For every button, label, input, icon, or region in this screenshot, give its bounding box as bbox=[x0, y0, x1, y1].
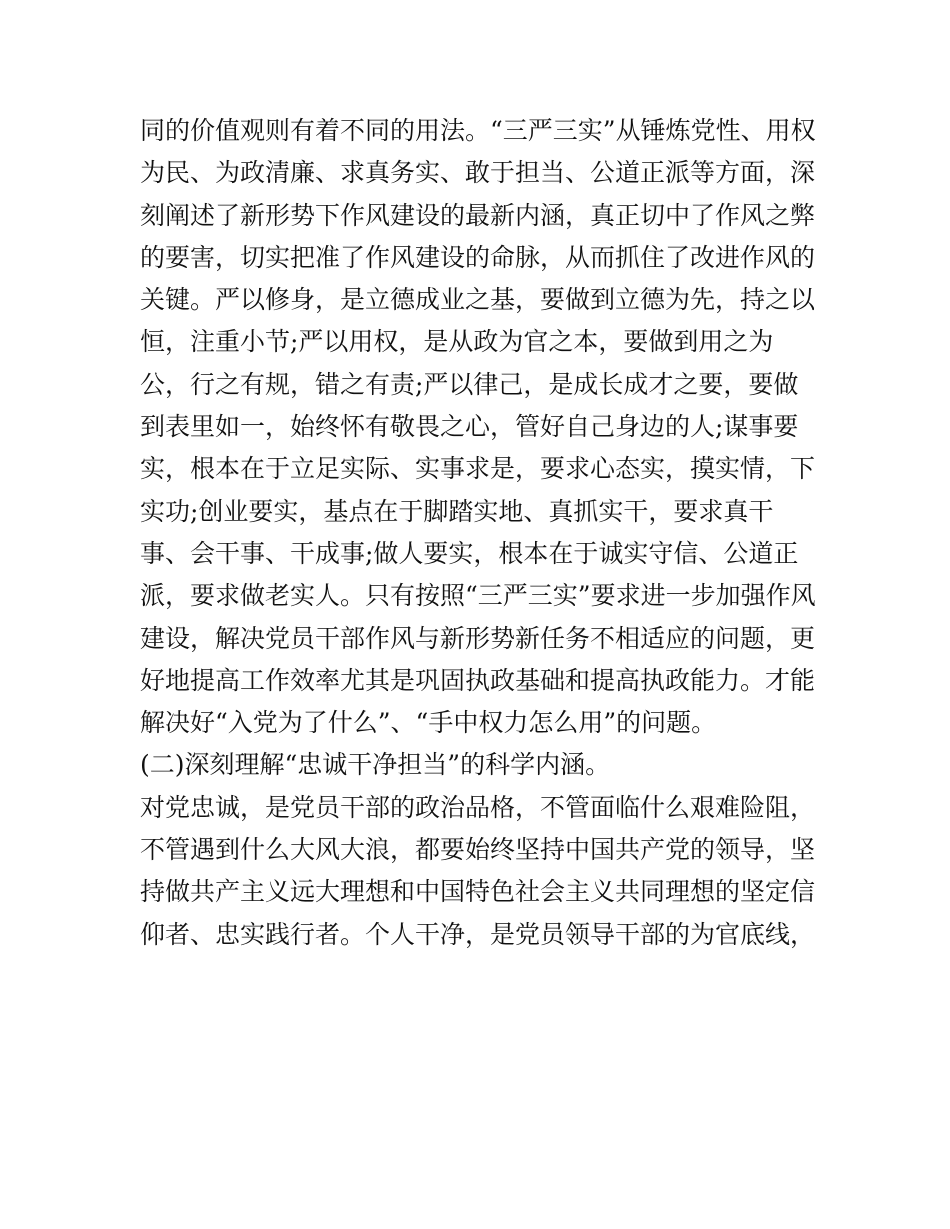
body-text bbox=[140, 110, 820, 956]
text-line: 解决好“入党为了什么”、“手中权力怎么用”的问题。 bbox=[140, 708, 717, 738]
text-line: 事、会干事、干成事;做人要实，根本在于诚实守信、公道正 bbox=[140, 538, 799, 568]
text-line: 到表里如一，始终怀有敬畏之心，管好自己身边的人;谋事要 bbox=[140, 412, 799, 442]
text-line: 不管遇到什么大风大浪，都要始终坚持中国共产党的领导，坚 bbox=[140, 835, 816, 865]
text-line: 关键。严以修身，是立德成业之基，要做到立德为先，持之以 bbox=[140, 285, 816, 315]
text-line: 实功;创业要实，基点在于脚踏实地、真抓实干，要求真干 bbox=[140, 496, 774, 526]
text-line: 恒，注重小节;严以用权，是从政为官之本，要做到用之为 bbox=[140, 327, 774, 357]
text-line: 对党忠诚，是党员干部的政治品格，不管面临什么艰难险阻， bbox=[140, 792, 816, 822]
text-line: 为民、为政清廉、求真务实、敢于担当、公道正派等方面，深 bbox=[140, 158, 816, 188]
text-line: 刻阐述了新形势下作风建设的最新内涵，真正切中了作风之弊 bbox=[140, 200, 816, 230]
text-line: 好地提高工作效率尤其是巩固执政基础和提高执政能力。才能 bbox=[140, 665, 816, 695]
text-line: 的要害，切实把准了作风建设的命脉，从而抓住了改进作风的 bbox=[140, 242, 816, 272]
text-line: 仰者、忠实践行者。个人干净，是党员领导干部的为官底线， bbox=[140, 919, 816, 949]
text-line: 建设，解决党员干部作风与新形势新任务不相适应的问题，更 bbox=[140, 623, 816, 653]
text-line: 公，行之有规，错之有责;严以律己，是成长成才之要，要做 bbox=[140, 369, 799, 399]
text-line: 实，根本在于立足实际、实事求是，要求心态实，摸实情，下 bbox=[140, 454, 816, 484]
text-line: 同的价值观则有着不同的用法。“三严三实”从锤炼党性、用权 bbox=[140, 116, 816, 145]
text-line: 派，要求做老实人。只有按照“三严三实”要求进一步加强作风 bbox=[140, 581, 816, 611]
section-heading: (二)深刻理解“忠诚干净担当”的科学内涵。 bbox=[140, 750, 611, 780]
text-line: 持做共产主义远大理想和中国特色社会主义共同理想的坚定信 bbox=[140, 877, 816, 907]
